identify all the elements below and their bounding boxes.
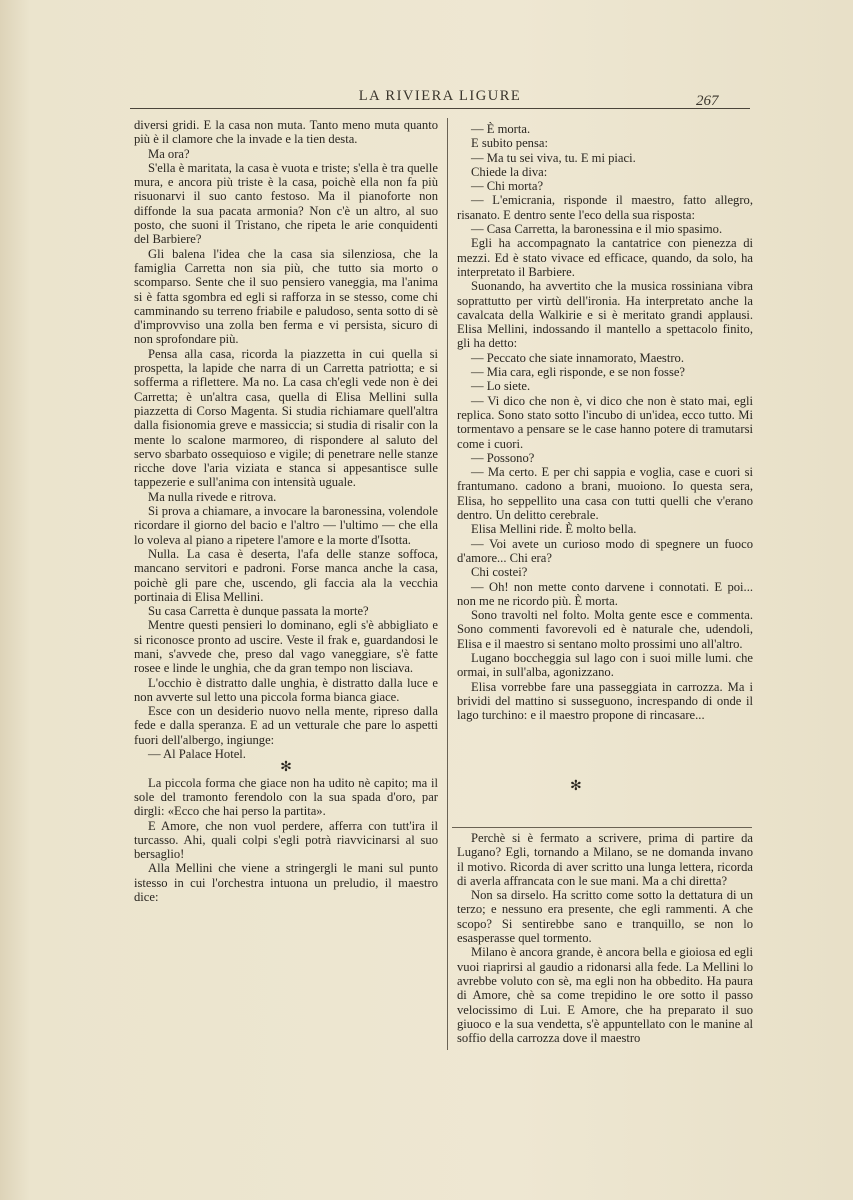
running-header-title: LA RIVIERA LIGURE	[358, 88, 522, 104]
paragraph: Chi costei?	[471, 565, 528, 580]
paragraph: Lugano boccheggia sul lago con i suoi mille lumi. che ormai, in sull'alba, agonizzano.	[457, 650, 753, 680]
paragraph: La piccola forma che giace non ha udito nè capito; ma il sole del tramonto ferendolo con la sua spada d'oro, par dirgli: «Ecco che hai perso la partita».	[134, 775, 438, 819]
paragraph: — Lo siete.	[471, 379, 531, 394]
paragraph: E Amore, che non vuol perdere, afferra con tutt'ira il turcasso. Ahi, quali colpi s'egli potrà riavvicinarsi al suo bersaglio!	[134, 818, 438, 862]
paragraph: Perchè si è fermato a scrivere, prima di partire da Lugano? Egli, tornando a Milano, se ne domanda invano il motivo. Ricorda di aver scritto una lunga lettera, ricorda di averla affrancata con le sue mani. Ma a chi diretta?	[457, 831, 753, 888]
paragraph: — Vi dico che non è, vi dico che non è stato mai, egli replica. Sono stato sotto l'incubo di un'idea, ecco tutto. Mi tormentavo a pensare se le case hanno potere di tramutarsi come i cuori.	[457, 393, 753, 451]
paragraph: — Oh! non mette conto darvene i connotati. E poi... non me ne ricordo più. È morta.	[457, 579, 753, 608]
paragraph: L'occhio è distratto dalle unghia, è distratto dalla luce e non avverte sul letto una piccola forma bianca giace.	[134, 675, 438, 704]
right-column-bottom	[457, 831, 753, 1045]
paragraph: — Ma tu sei viva, tu. E mi piaci.	[471, 150, 636, 165]
paragraph: Mentre questi pensieri lo dominano, egli s'è abbigliato e si riconosce pronto ad uscire. Veste il frak e, guardandosi le mani, s'avvede che, preso dal vago vaneggiare, s'è fatte rosee e linde le unghia, che da gran tempo non lisciava.	[134, 618, 438, 676]
paragraph: Ma ora?	[148, 146, 190, 161]
paragraph: — Chi morta?	[471, 179, 544, 194]
paragraph: E subito pensa:	[471, 136, 548, 151]
paragraph: Sono travolti nel folto. Molta gente esce e commenta. Sono commenti favorevoli ed è naturale che, udendoli, Elisa e il maestro si sentano molto prossimi uno all'altro.	[457, 608, 753, 651]
paragraph: Elisa Mellini ride. È molto bella.	[471, 522, 637, 537]
section-divider	[452, 827, 752, 828]
paragraph: — Peccato che siate innamorato, Maestro.	[471, 350, 684, 365]
paragraph: Pensa alla casa, ricorda la piazzetta in cui quella si prospetta, la lapide che narra di un Carretta patriotta; e si sofferma a riflettere. Ma no. La casa ch'egli vede non è dei Carretta; è un'altra casa, quella di Elisa Mellini sulla piazzetta di Corso Magenta. Si studia richiamare quell'altra dalla fisionomia greve e massiccia; si studia di risalir con la mente lo scalone marmoreo, di rispondere al saluto del servo sbarbato ossequioso e vigile; di penetrare nelle stanze ricche dove l'aria viziata e stanca si appesantisce sulle tappezerie e sull'anima con intensità uguale.	[134, 346, 438, 490]
paragraph: Milano è ancora grande, è ancora bella e gioiosa ed egli vuoi riaprirsi al gaudio a ridonarsi alla fede. La Mellini lo avrebbe voluto con sè, ma egli non ha obbedito. Ha paura di Amore, chè sa come trepidino le ore sotto il passo velocissimo di Lui. E Amore, che ha preparato il suo giuoco e la sua vendetta, s'è appuntellato con le manine al soffio della carrozza dove il maestro	[457, 945, 753, 1046]
paragraph: Esce con un desiderio nuovo nella mente, ripreso dalla fede e dalla speranza. E ad un vetturale che pare lo aspetti fuori dell'albergo, ingiunge:	[134, 704, 438, 747]
paragraph: — L'emicrania, risponde il maestro, fatto allegro, risanato. E dentro sente l'eco della sua risposta:	[457, 193, 753, 222]
paragraph: — Voi avete un curioso modo di spegnere un fuoco d'amore... Chi era?	[457, 536, 753, 565]
paragraph: — Mia cara, egli risponde, e se non fosse?	[471, 365, 686, 380]
paragraph: — Ma certo. E per chi sappia e voglia, case e cuori si frantumano. cadono a brani, muoiono. Io questa sera, Elisa, ho seppellito una casa con tutti quelli che v'erano dentro. Un delitto cerebrale.	[457, 465, 753, 523]
paragraph: — Casa Carretta, la baronessina e il mio spasimo.	[471, 222, 723, 237]
paragraph: Gli balena l'idea che la casa sia silenziosa, che la famiglia Carretta non sia più, che tutto sia morto o scomparso. Sente che il suo pensiero vaneggia, ma l'anima si è fatta sgombra ed egli si rafforza in se stesso, come chi camminando su terreno friabile e paludoso, senta sotto di sè d'improvviso una zolla ben ferma e vi persista, sicuro di non sprofondare più.	[134, 246, 438, 347]
paragraph: Egli ha accompagnato la cantatrice con pienezza di mezzi. Ed è stato vivace ed efficace, quando, da solo, ha interpretato il Barbiere.	[457, 236, 753, 279]
paragraph: Chiede la diva:	[471, 164, 548, 179]
paragraph: Si prova a chiamare, a invocare la baronessina, volendole ricordare il giorno del bacio e l'altro — l'ultimo — che ella lo voleva al piano a ripetere l'amore e la morte d'Isotta.	[134, 504, 438, 547]
paragraph: Alla Mellini che viene a stringergli le mani sul punto istesso in cui l'orchestra intuona un preludio, il maestro dice:	[134, 861, 438, 905]
paragraph: Non sa dirselo. Ha scritto come sotto la dettatura di un terzo; e nessuno era presente, che egli rammenti. A che scopo? Si sentirebbe sano e tranquillo, se non lo esasperasse quel tormento.	[457, 888, 753, 946]
paragraph: — È morta.	[471, 122, 531, 136]
paragraph: diversi gridi. E la casa non muta. Tanto meno muta quanto più è il clamore che la invade e la tien desta.	[134, 118, 438, 147]
header-rule	[130, 108, 750, 109]
paragraph: Suonando, ha avvertito che la musica rossiniana vibra soprattutto per virtù dell'ironia. Ha interpretato anche la cavalcata della Walkirie e si è meritato grandi applausi. Elisa Mellini, indossando il mantello a spettacolo finito, gli ha detto:	[457, 279, 753, 351]
paragraph: Nulla. La casa è deserta, l'afa delle stanze soffoca, mancano servitori e padroni. Forse manca anche la casa, poichè gli pare che, uscendo, gli faccia ala la vecchia portinaia di Elisa Mellini.	[134, 546, 438, 604]
right-column-top	[457, 122, 753, 722]
paragraph: Elisa vorrebbe fare una passeggiata in carrozza. Ma i brividi del mattino si susseguono, increspando di onde il lago turchino: e il maestro propone di rincasare...	[457, 679, 753, 723]
column-divider	[447, 118, 448, 1050]
section-ornament-right: ✻	[570, 779, 582, 794]
section-ornament: ✻	[280, 760, 292, 776]
paragraph: S'ella è maritata, la casa è vuota e triste; s'ella è tra quelle mura, e ancora più triste è la casa, poichè ella non fa più risuonarvi il suo canto festoso. Ma il pianoforte non diffonde la sua pacata armonia? Non c'è un altro, al suo posto, che suoni il Tristano, che ripeta le arie conquidenti del Barbiere?	[134, 160, 438, 247]
paragraph: — Possono?	[471, 450, 535, 465]
paragraph: Ma nulla rivede e ritrova.	[148, 489, 277, 504]
page-number: 267	[696, 93, 719, 109]
paragraph: Su casa Carretta è dunque passata la morte?	[148, 604, 369, 619]
paragraph: — Al Palace Hotel.	[148, 747, 246, 762]
left-column	[134, 118, 438, 904]
